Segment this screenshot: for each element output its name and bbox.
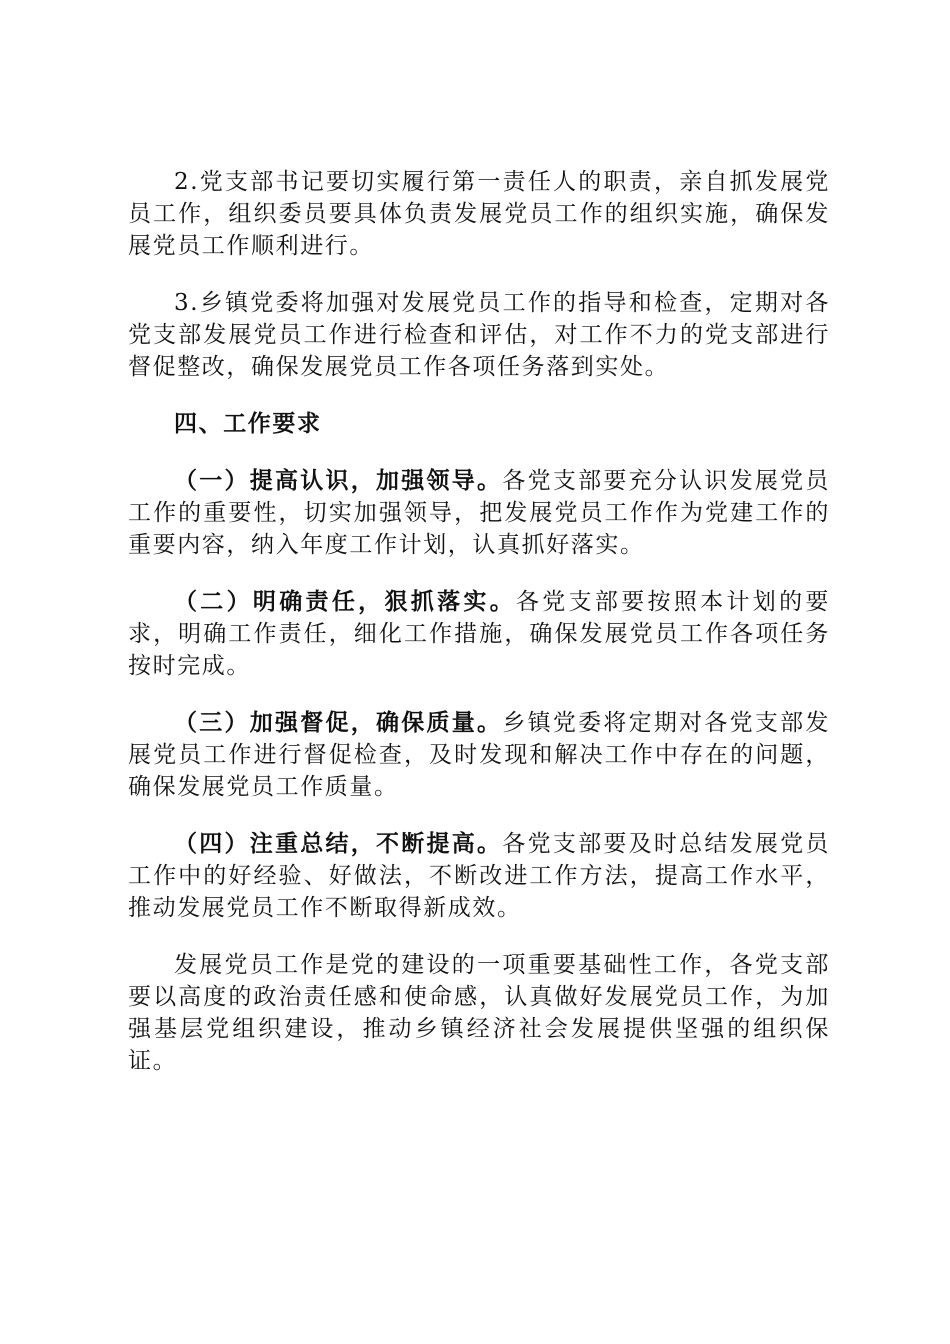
requirement-2	[128, 586, 830, 682]
requirement-3	[128, 707, 830, 803]
requirement-1	[128, 465, 830, 561]
requirement-4-body: 各党支部要及时总结发展党员工作中的好经验、好做法，不断改进工作方法，提高工作水平，推动发展党员工作不断取得新成效。	[128, 831, 830, 921]
paragraph-item-3: 3.乡镇党委将加强对发展党员工作的指导和检查，定期对各党支部发展党员工作进行检查和评估，对工作不力的党支部进行督促整改，确保发展党员工作各项任务落到实处。	[128, 290, 830, 380]
requirement-4-lead: （四）注重总结，不断提高。	[174, 831, 503, 857]
requirement-2-lead: （二）明确责任，狠抓落实。	[174, 589, 516, 615]
document-page	[128, 166, 830, 1102]
requirement-2-body: 各党支部要按照本计划的要求，明确工作责任，细化工作措施，确保发展党员工作各项任务按时完成。	[128, 589, 830, 679]
requirement-3-lead: （三）加强督促，确保质量。	[174, 710, 503, 736]
conclusion-paragraph: 发展党员工作是党的建设的一项重要基础性工作，各党支部要以高度的政治责任感和使命感，认真做好发展党员工作，为加强基层党组织建设，推动乡镇经济社会发展提供坚强的组织保证。	[128, 952, 830, 1074]
requirement-1-body: 各党支部要充分认识发展党员工作的重要性，切实加强领导，把发展党员工作作为党建工作的重要内容，纳入年度工作计划，认真抓好落实。	[128, 468, 830, 558]
requirement-4	[128, 828, 830, 924]
requirement-1-lead: （一）提高认识，加强领导。	[174, 468, 503, 494]
section-heading: 四、工作要求	[174, 411, 322, 437]
paragraph-item-2: 2.党支部书记要切实履行第一责任人的职责，亲自抓发展党员工作，组织委员要具体负责发展党员工作的组织实施，确保发展党员工作顺利进行。	[128, 169, 830, 259]
requirement-3-body: 乡镇党委将定期对各党支部发展党员工作进行督促检查，及时发现和解决工作中存在的问题，确保发展党员工作质量。	[128, 710, 830, 800]
